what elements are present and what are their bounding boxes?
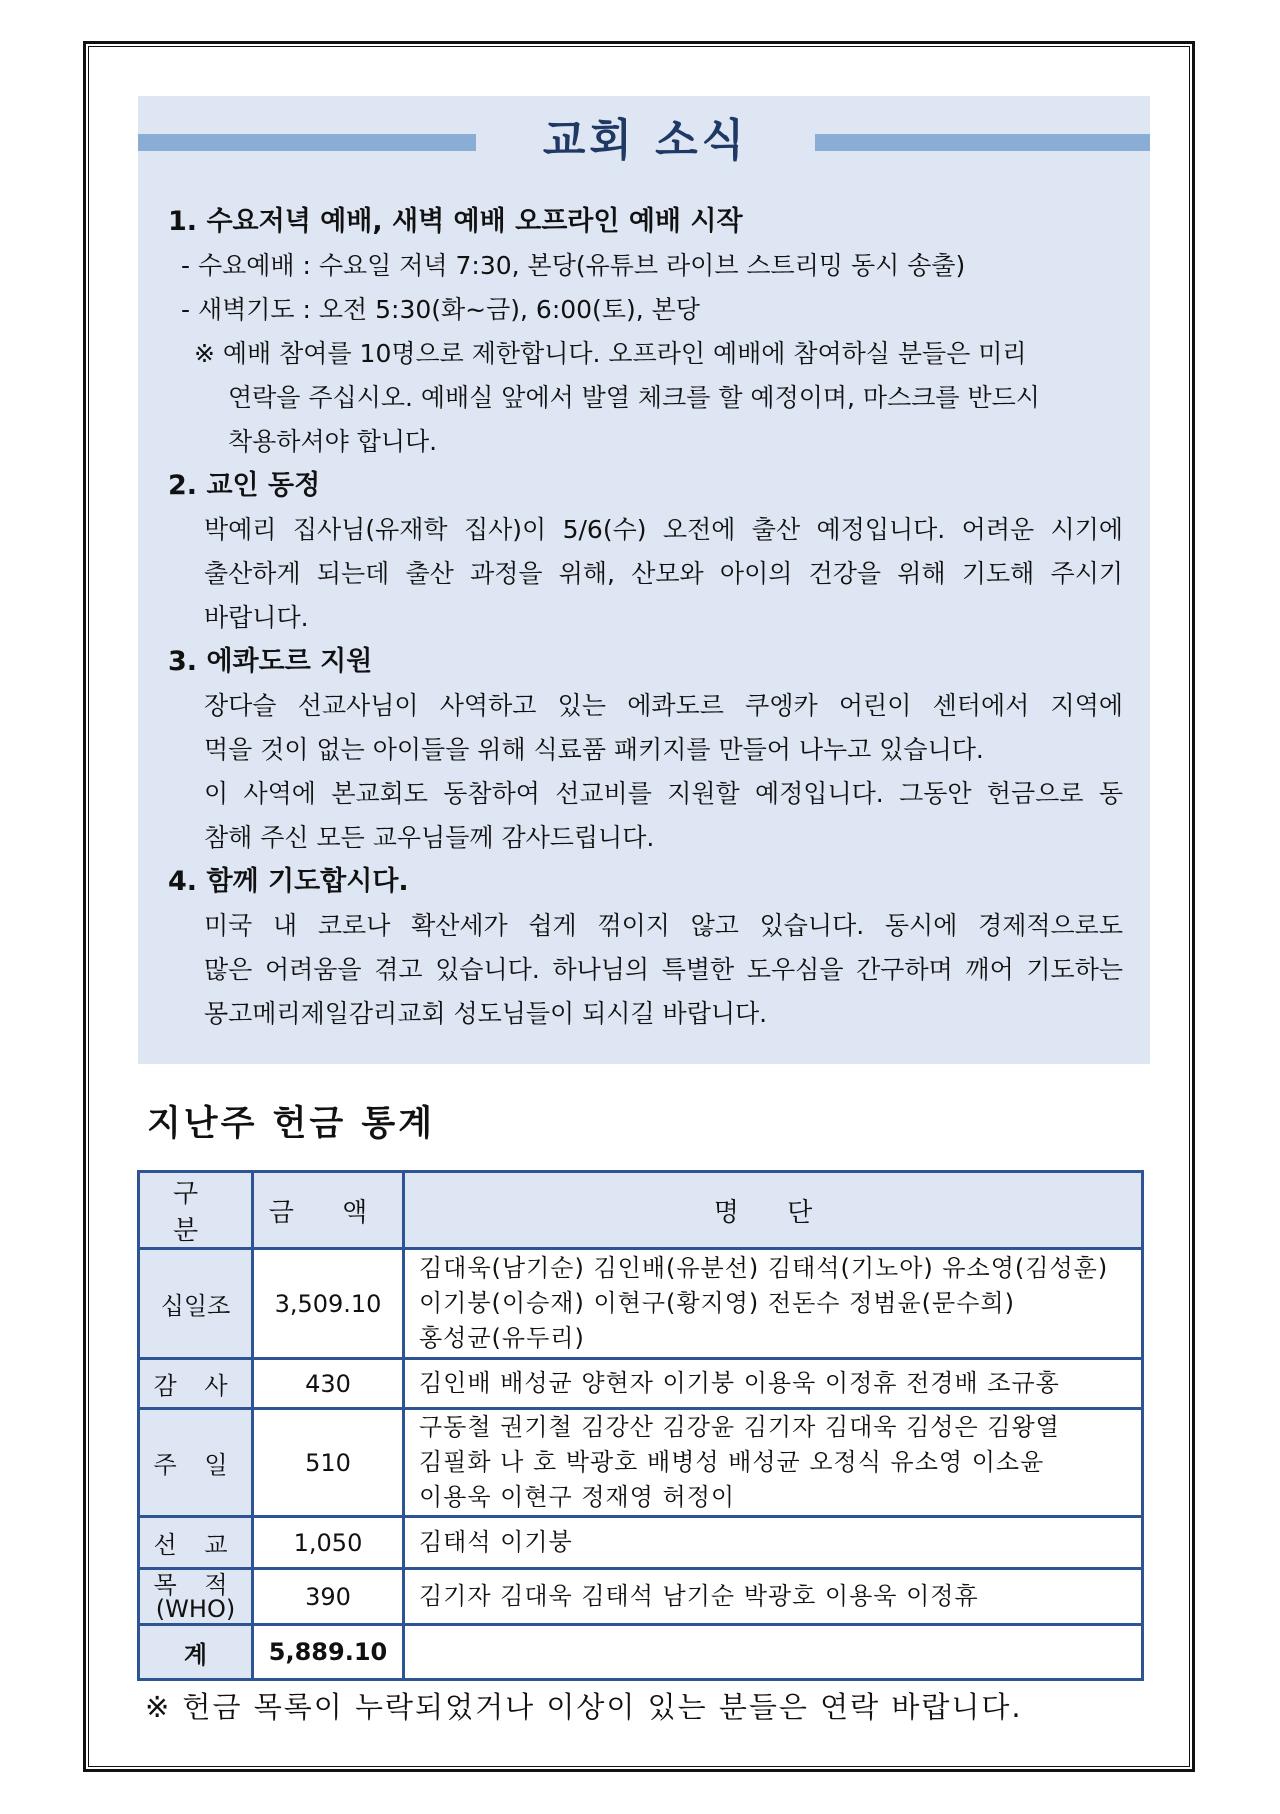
row-names [404, 1569, 1143, 1625]
section-2-line: 박예리 집사님(유재학 집사)이 5/6(수) 오전에 출산 예정입니다. 어려운 시기에 [204, 515, 1123, 544]
section-3-line: 장다슬 선교사님이 사역하고 있는 에콰도르 쿠엥카 어린이 센터에서 지역에 [204, 691, 1123, 720]
offering-table [137, 1170, 1144, 1681]
section-4-line: 많은 어려움을 겪고 있습니다. 하나님의 특별한 도우심을 간구하며 깨어 기도하는 [204, 955, 1123, 984]
title-bar-left [138, 134, 476, 151]
section-heading-3: 3. 에콰도르 지원 [168, 646, 373, 677]
section-heading-4: 4. 함께 기도합시다. [168, 866, 409, 897]
news-title: 교회 소식 [542, 115, 749, 166]
row-amount: 510 [253, 1409, 404, 1517]
section-1-note: ※ 예배 참여를 10명으로 제한합니다. 오프라인 예배에 참여하실 분들은 미리 [194, 339, 1027, 368]
table-header-row [139, 1172, 1143, 1249]
row-category: 선 교 [139, 1517, 253, 1569]
row-amount: 3,509.10 [253, 1249, 404, 1359]
name-line: 이기붕(이승재) 이현구(황지영) 전돈수 정범윤(문수희) [419, 1289, 1015, 1317]
section-4-line: 미국 내 코로나 확산세가 쉽게 꺾이지 않고 있습니다. 동시에 경제적으로도 [204, 911, 1123, 940]
row-category: 감 사 [139, 1359, 253, 1409]
table-row [139, 1517, 1143, 1569]
table-row [139, 1249, 1143, 1359]
table-row [139, 1569, 1143, 1625]
row-amount: 430 [253, 1359, 404, 1409]
section-heading-1: 1. 수요저녁 예배, 새벽 예배 오프라인 예배 시작 [168, 206, 743, 237]
table-row [139, 1359, 1143, 1409]
section-3-line: 이 사역에 본교회도 동참하여 선교비를 지원할 예정입니다. 그동안 헌금으로 동 [204, 779, 1123, 808]
church-news-box [138, 96, 1150, 1064]
total-label: 계 [139, 1625, 253, 1680]
name-line: 이용욱 이현구 정재영 허정이 [419, 1483, 736, 1511]
section-3-line: 참해 주신 모든 교우님들께 감사드립니다. [204, 823, 655, 852]
header-category: 구 분 [139, 1172, 253, 1249]
table-row [139, 1409, 1143, 1517]
section-4-line: 몽고메리제일감리교회 성도님들이 되시길 바랍니다. [204, 999, 768, 1028]
category-sub: (WHO) [155, 1594, 236, 1623]
name-line: 홍성균(유두리) [419, 1324, 585, 1352]
row-names [404, 1517, 1143, 1569]
row-names [404, 1249, 1143, 1359]
name-line: 김태석 이기붕 [419, 1528, 573, 1556]
section-1-line: - 새벽기도 : 오전 5:30(화~금), 6:00(토), 본당 [181, 295, 700, 324]
row-category [139, 1569, 253, 1625]
news-body [168, 200, 1123, 1036]
total-row [139, 1625, 1143, 1680]
total-empty [404, 1625, 1143, 1680]
header-names: 명 단 [404, 1172, 1143, 1249]
header-amount: 금 액 [253, 1172, 404, 1249]
row-amount: 390 [253, 1569, 404, 1625]
name-line: 김필화 나 호 박광호 배병성 배성균 오정식 유소영 이소윤 [419, 1448, 1045, 1476]
total-amount: 5,889.10 [253, 1625, 404, 1680]
section-2-line: 바랍니다. [204, 603, 309, 632]
section-1-note: 연락을 주십시오. 예배실 앞에서 발열 체크를 할 예정이며, 마스크를 반드시 [228, 383, 1040, 412]
row-amount: 1,050 [253, 1517, 404, 1569]
category-main: 목 적 [153, 1570, 238, 1599]
section-1-note: 착용하셔야 합니다. [228, 427, 438, 456]
row-names [404, 1409, 1143, 1517]
name-line: 김대욱(남기순) 김인배(유분선) 김태석(기노아) 유소영(김성훈) [419, 1254, 1109, 1282]
title-bar-right [815, 134, 1150, 151]
section-3-line: 먹을 것이 없는 아이들을 위해 식료품 패키지를 만들어 나누고 있습니다. [204, 735, 984, 764]
row-category: 주 일 [139, 1409, 253, 1517]
name-line: 구동철 권기철 김강산 김강윤 김기자 김대욱 김성은 김왕열 [419, 1413, 1060, 1441]
offering-stats-title: 지난주 헌금 통계 [147, 1104, 436, 1144]
footnote: ※ 헌금 목록이 누락되었거나 이상이 있는 분들은 연락 바랍니다. [145, 1690, 1023, 1724]
section-heading-2: 2. 교인 동정 [168, 470, 321, 501]
section-1-line: - 수요예배 : 수요일 저녁 7:30, 본당(유튜브 라이브 스트리밍 동시 송출) [181, 251, 966, 280]
name-line: 김기자 김대욱 김태석 남기순 박광호 이용욱 이정휴 [419, 1582, 979, 1610]
row-names [404, 1359, 1143, 1409]
name-line: 김인배 배성균 양현자 이기붕 이용욱 이정휴 전경배 조규홍 [419, 1369, 1060, 1397]
section-2-line: 출산하게 되는데 출산 과정을 위해, 산모와 아이의 건강을 위해 기도해 주시기 [204, 559, 1123, 588]
row-category: 십일조 [139, 1249, 253, 1359]
